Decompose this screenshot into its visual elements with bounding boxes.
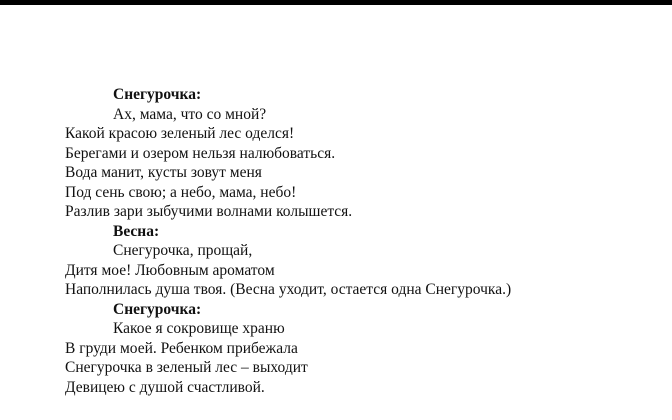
verse-line: Наполнилась душа твоя. (Весна уходит, остается одна Снегурочка.) bbox=[65, 281, 512, 298]
verse-line: В груди моей. Ребенком прибежала bbox=[65, 339, 298, 357]
verse-line: Разлив зари зыбучими волнами колышется. bbox=[65, 203, 353, 220]
verse-line: Снегурочка в зеленый лес – выходит bbox=[65, 359, 308, 376]
dialogue-block-1 bbox=[65, 85, 665, 222]
verse-line: Берегами и озером нельзя налюбоваться. bbox=[65, 144, 336, 162]
speaker-name: Снегурочка: bbox=[113, 300, 202, 318]
top-border-bar bbox=[0, 0, 672, 5]
verse-line: Ах, мама, что со мной? bbox=[113, 105, 267, 123]
verse-line: Какое я сокровище храню bbox=[113, 320, 285, 337]
speaker-name: Весна: bbox=[113, 222, 160, 240]
verse-line: Вода манит, кусты зовут меня bbox=[65, 164, 262, 181]
speaker-name: Снегурочка: bbox=[113, 86, 202, 103]
document-text bbox=[65, 85, 665, 397]
verse-line: Дитя мое! Любовным ароматом bbox=[65, 261, 275, 279]
dialogue-block-2 bbox=[65, 222, 665, 300]
verse-line: Снегурочка, прощай, bbox=[113, 242, 253, 259]
verse-line: Девицею с душой счастливой. bbox=[65, 378, 265, 396]
dialogue-block-3 bbox=[65, 300, 665, 398]
verse-line: Какой красою зеленый лес оделся! bbox=[65, 125, 295, 142]
verse-line: Под сень свою; а небо, мама, небо! bbox=[65, 183, 297, 201]
